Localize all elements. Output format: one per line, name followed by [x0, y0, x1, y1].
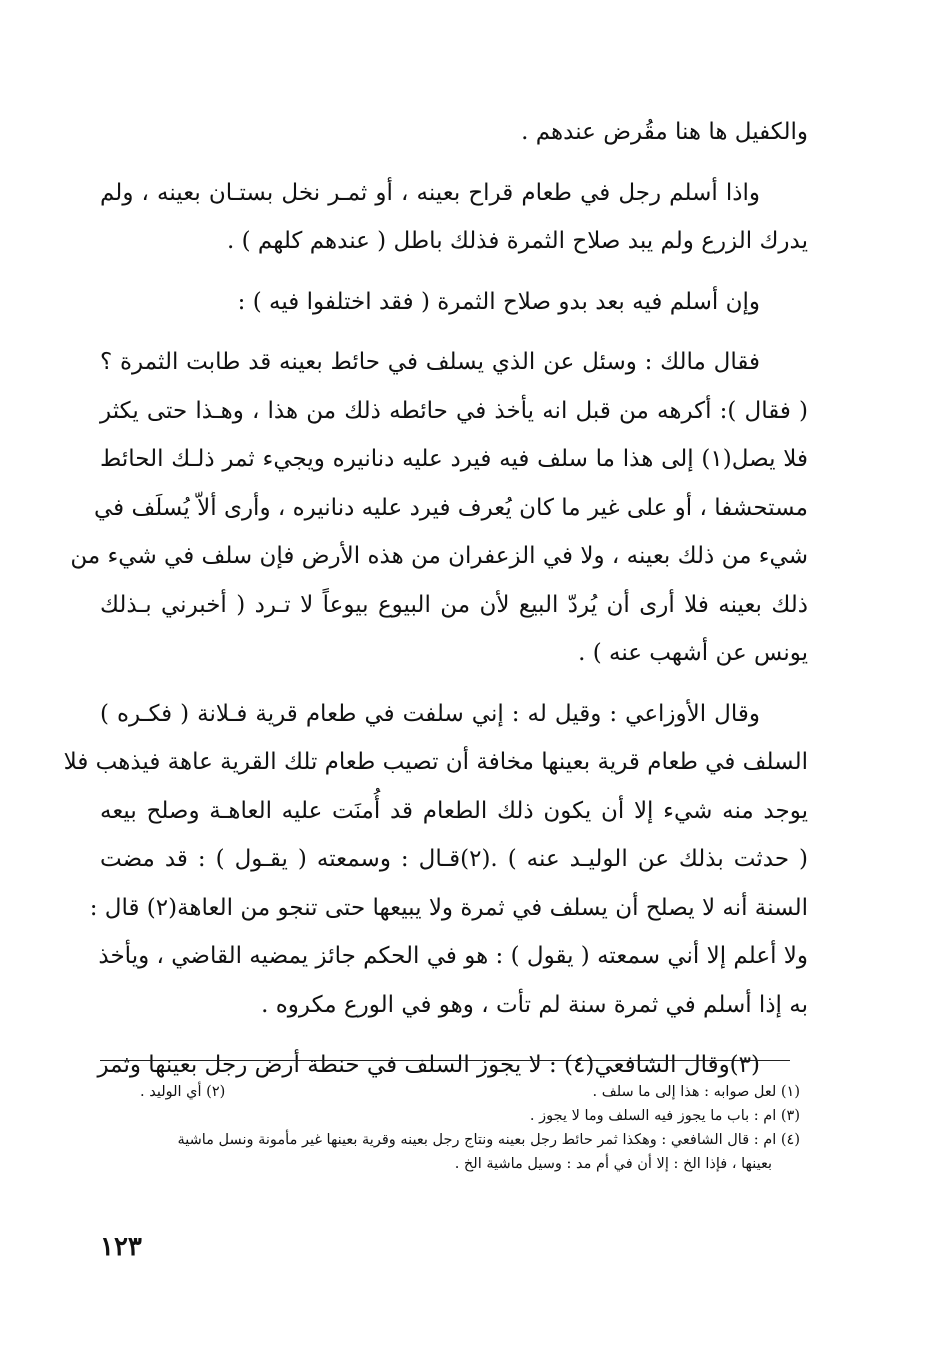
text-line: فقال مالك : وسئل عن الذي يسلف في حائط بعينه قد طابت الثمرة ؟ [100, 349, 760, 375]
text-line: مستحشفا ، أو على غير ما كان يُعرف فيرد عليه دنانيره ، وأرى ألاّ يُسلَف في [94, 494, 808, 521]
text-line: وإن أسلم فيه بعد بدو صلاح الثمرة ( فقد اختلفوا فيه ) : [237, 288, 760, 315]
text-line: شيء من ذلك بعينه ، ولا في الزعفران من هذه الأرض فإن سلف في شيء من [70, 543, 808, 569]
text-line: يوجد منه شيء إلا أن يكون ذلك الطعام قد أُمنَت عليه العاهـة وصلح بيعه [100, 797, 808, 824]
main-text [63, 108, 808, 1090]
text-line: السلف في طعام قرية بعينها مخافة أن تصيب طعام تلك القرية عاهة فيذهب فلا [63, 749, 808, 775]
footnote-4-continuation: بعينها ، فإذا الخ : إلا أن في أم مد : وسيل ماشية الخ . [454, 1156, 772, 1172]
text-line: (٣)وقال الشافعي(٤) : لا يجوز السلف في حنطة أرض رجل بعينها وثمر [97, 1052, 760, 1078]
footnote-4: (٤) ام : قال الشافعي : وهكذا ثمر حائط رجل بعينه ونتاج رجل بعينه وقرية بعينها غير مأمونة ونسل ماشية [177, 1132, 800, 1148]
text-line: ( فقال ): أكرهه من قبل انه يأخذ في حائطه ذلك من هذا ، وهـذا حتى يكثر [100, 397, 808, 424]
text-line: ولا أعلم إلا أني سمعته ( يقول ) : هو في الحكم جائز يمضيه القاضي ، ويأخذ [98, 943, 808, 969]
footnotes [100, 1080, 800, 1176]
footnote-row [100, 1080, 800, 1104]
text-line: به إذا أسلم في ثمرة سنة لم تأت ، وهو في الورع مكروه . [261, 991, 808, 1018]
text-line: والكفيل ها هنا مقُرض عندهم . [521, 119, 808, 145]
text-line: فلا يصل(١) إلى هذا ما سلف فيه فيرد عليه دنانيره ويجيء ثمر ذلـك الحائط [100, 446, 808, 472]
footnote-divider [100, 1060, 790, 1061]
text-line: السنة أنه لا يصلح أن يسلف في ثمرة ولا يبيعها حتى تنجو من العاهة(٢) قال : [89, 894, 808, 921]
text-line: ذلك بعينه فلا أرى أن يُردّ البيع لأن من البيوع بيوعاً لا تـرد ( أخبرني بـذلك [100, 591, 808, 618]
footnote-1: (١) لعل صوابه : هذا إلى ما سلف . [592, 1084, 800, 1100]
text-line: واذا أسلم رجل في طعام قراح بعينه ، أو ثمـر نخل بستـان بعينه ، ولم [100, 179, 760, 206]
page-number: ١٢٣ [100, 1232, 142, 1262]
text-line: ( حدثت بذلك عن الوليـد عنه ) .(٢)قـال : وسمعته ( يقـول ) : قد مضت [100, 846, 808, 872]
text-line: يونس عن أشهب عنه ) . [578, 640, 808, 666]
text-line: يدرك الزرع ولم يبد صلاح الثمرة فذلك باطل ( عندهم كلهم ) . [227, 228, 808, 254]
footnote-2: (٢) أي الوليد . [140, 1084, 226, 1100]
footnote-3: (٣) ام : باب ما يجوز فيه السلف وما لا يجوز . [529, 1108, 800, 1124]
text-line: وقال الأوزاعي : وقيل له : إني سلفت في طعام قرية فـلانة ( فكـره ) [100, 700, 760, 727]
